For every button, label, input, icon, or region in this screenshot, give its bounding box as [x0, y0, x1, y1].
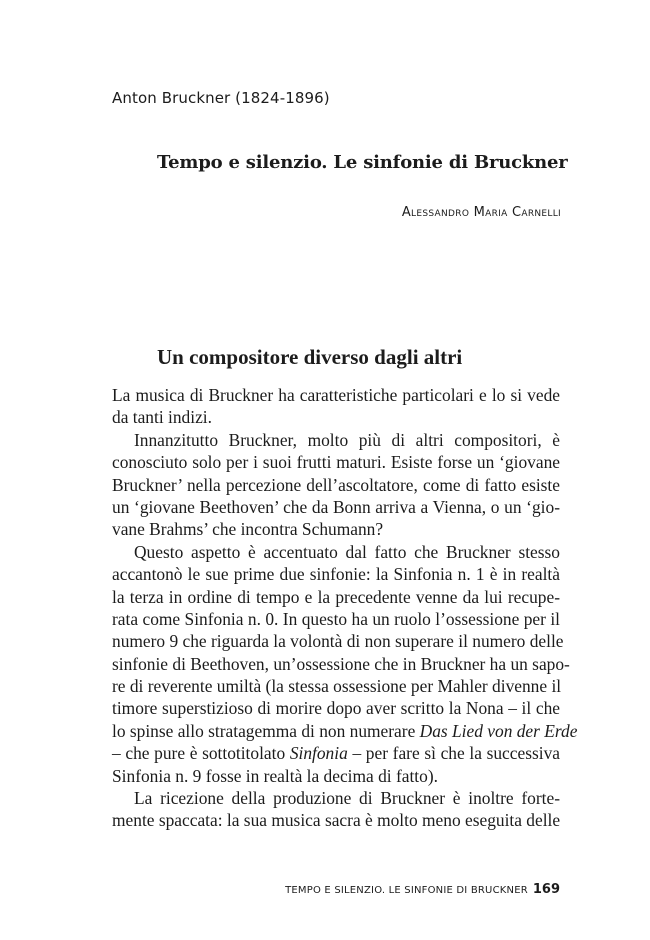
- body-line: la terza in ordine di tempo e la precedente venne da lui recupe-: [112, 586, 560, 607]
- body-line: rata come Sinfonia n. 0. In questo ha un ruolo l’ossessione per il: [112, 608, 560, 629]
- body-line: La ricezione della produzione di Bruckner è inoltre forte-: [134, 788, 560, 809]
- body-line: accantonò le sue prime due sinfonie: la Sinfonia n. 1 è in realtà: [112, 564, 560, 585]
- body-line: un ‘giovane Beethoven’ che da Bonn arriva a Vienna, o un ‘gio-: [112, 496, 560, 517]
- body-line: La musica di Bruckner ha caratteristiche particolari e lo si vede: [112, 385, 560, 405]
- body-line: re di reverente umiltà (la stessa ossessione per Mahler divenne il: [112, 676, 562, 697]
- body-line: vane Brahms’ che incontra Schumann?: [112, 519, 384, 540]
- page-footer: [285, 878, 560, 897]
- body-line: Questo aspetto è accentuato dal fatto che Bruckner stesso: [134, 541, 560, 562]
- body-line: numero 9 che riguarda la volontà di non superare il numero delle: [112, 631, 564, 652]
- chapter-title: Tempo e silenzio. Le sinfonie di Bruckner: [157, 152, 568, 173]
- chapter-author: Alessandro Maria Carnelli: [401, 205, 561, 220]
- subtitle-italic: Sinfonia: [289, 743, 348, 764]
- page-number: 169: [532, 882, 560, 897]
- body-line: [112, 720, 578, 742]
- body-line: timore superstizioso di morire dopo aver scritto la Nona – il che: [112, 698, 560, 719]
- section-heading: Un compositore diverso dagli altri: [157, 345, 463, 369]
- body-line: da tanti indizi.: [112, 407, 212, 428]
- body-line: Innanzitutto Bruckner, molto più di altri compositori, è: [134, 429, 560, 450]
- body-line: conosciuto solo per i suoi frutti maturi. Esiste forse un ‘giovane: [112, 452, 560, 473]
- body-line: Sinfonia n. 9 fosse in realtà la decima di fatto).: [112, 765, 438, 786]
- body-line: mente spaccata: la sua musica sacra è molto meno eseguita delle: [112, 810, 561, 831]
- body-text: [112, 384, 578, 832]
- body-text-run: lo spinse allo stratagemma di non numerare: [112, 720, 420, 741]
- body-line: [112, 742, 560, 764]
- work-title-italic: Das Lied von der Erde: [419, 720, 578, 741]
- body-text-run: – che pure è sottotitolato: [112, 743, 290, 764]
- body-text-run: – per fare sì che la successiva: [347, 743, 560, 764]
- body-line: sinfonie di Beethoven, un’ossessione che in Bruckner ha un sapo-: [112, 653, 570, 674]
- footer-running-title: TEMPO E SILENZIO. LE SINFONIE DI BRUCKNER: [285, 885, 528, 896]
- running-head: Anton Bruckner (1824-1896): [112, 89, 330, 107]
- body-line: Bruckner’ nella percezione dell’ascoltatore, come di fatto esiste: [112, 474, 560, 495]
